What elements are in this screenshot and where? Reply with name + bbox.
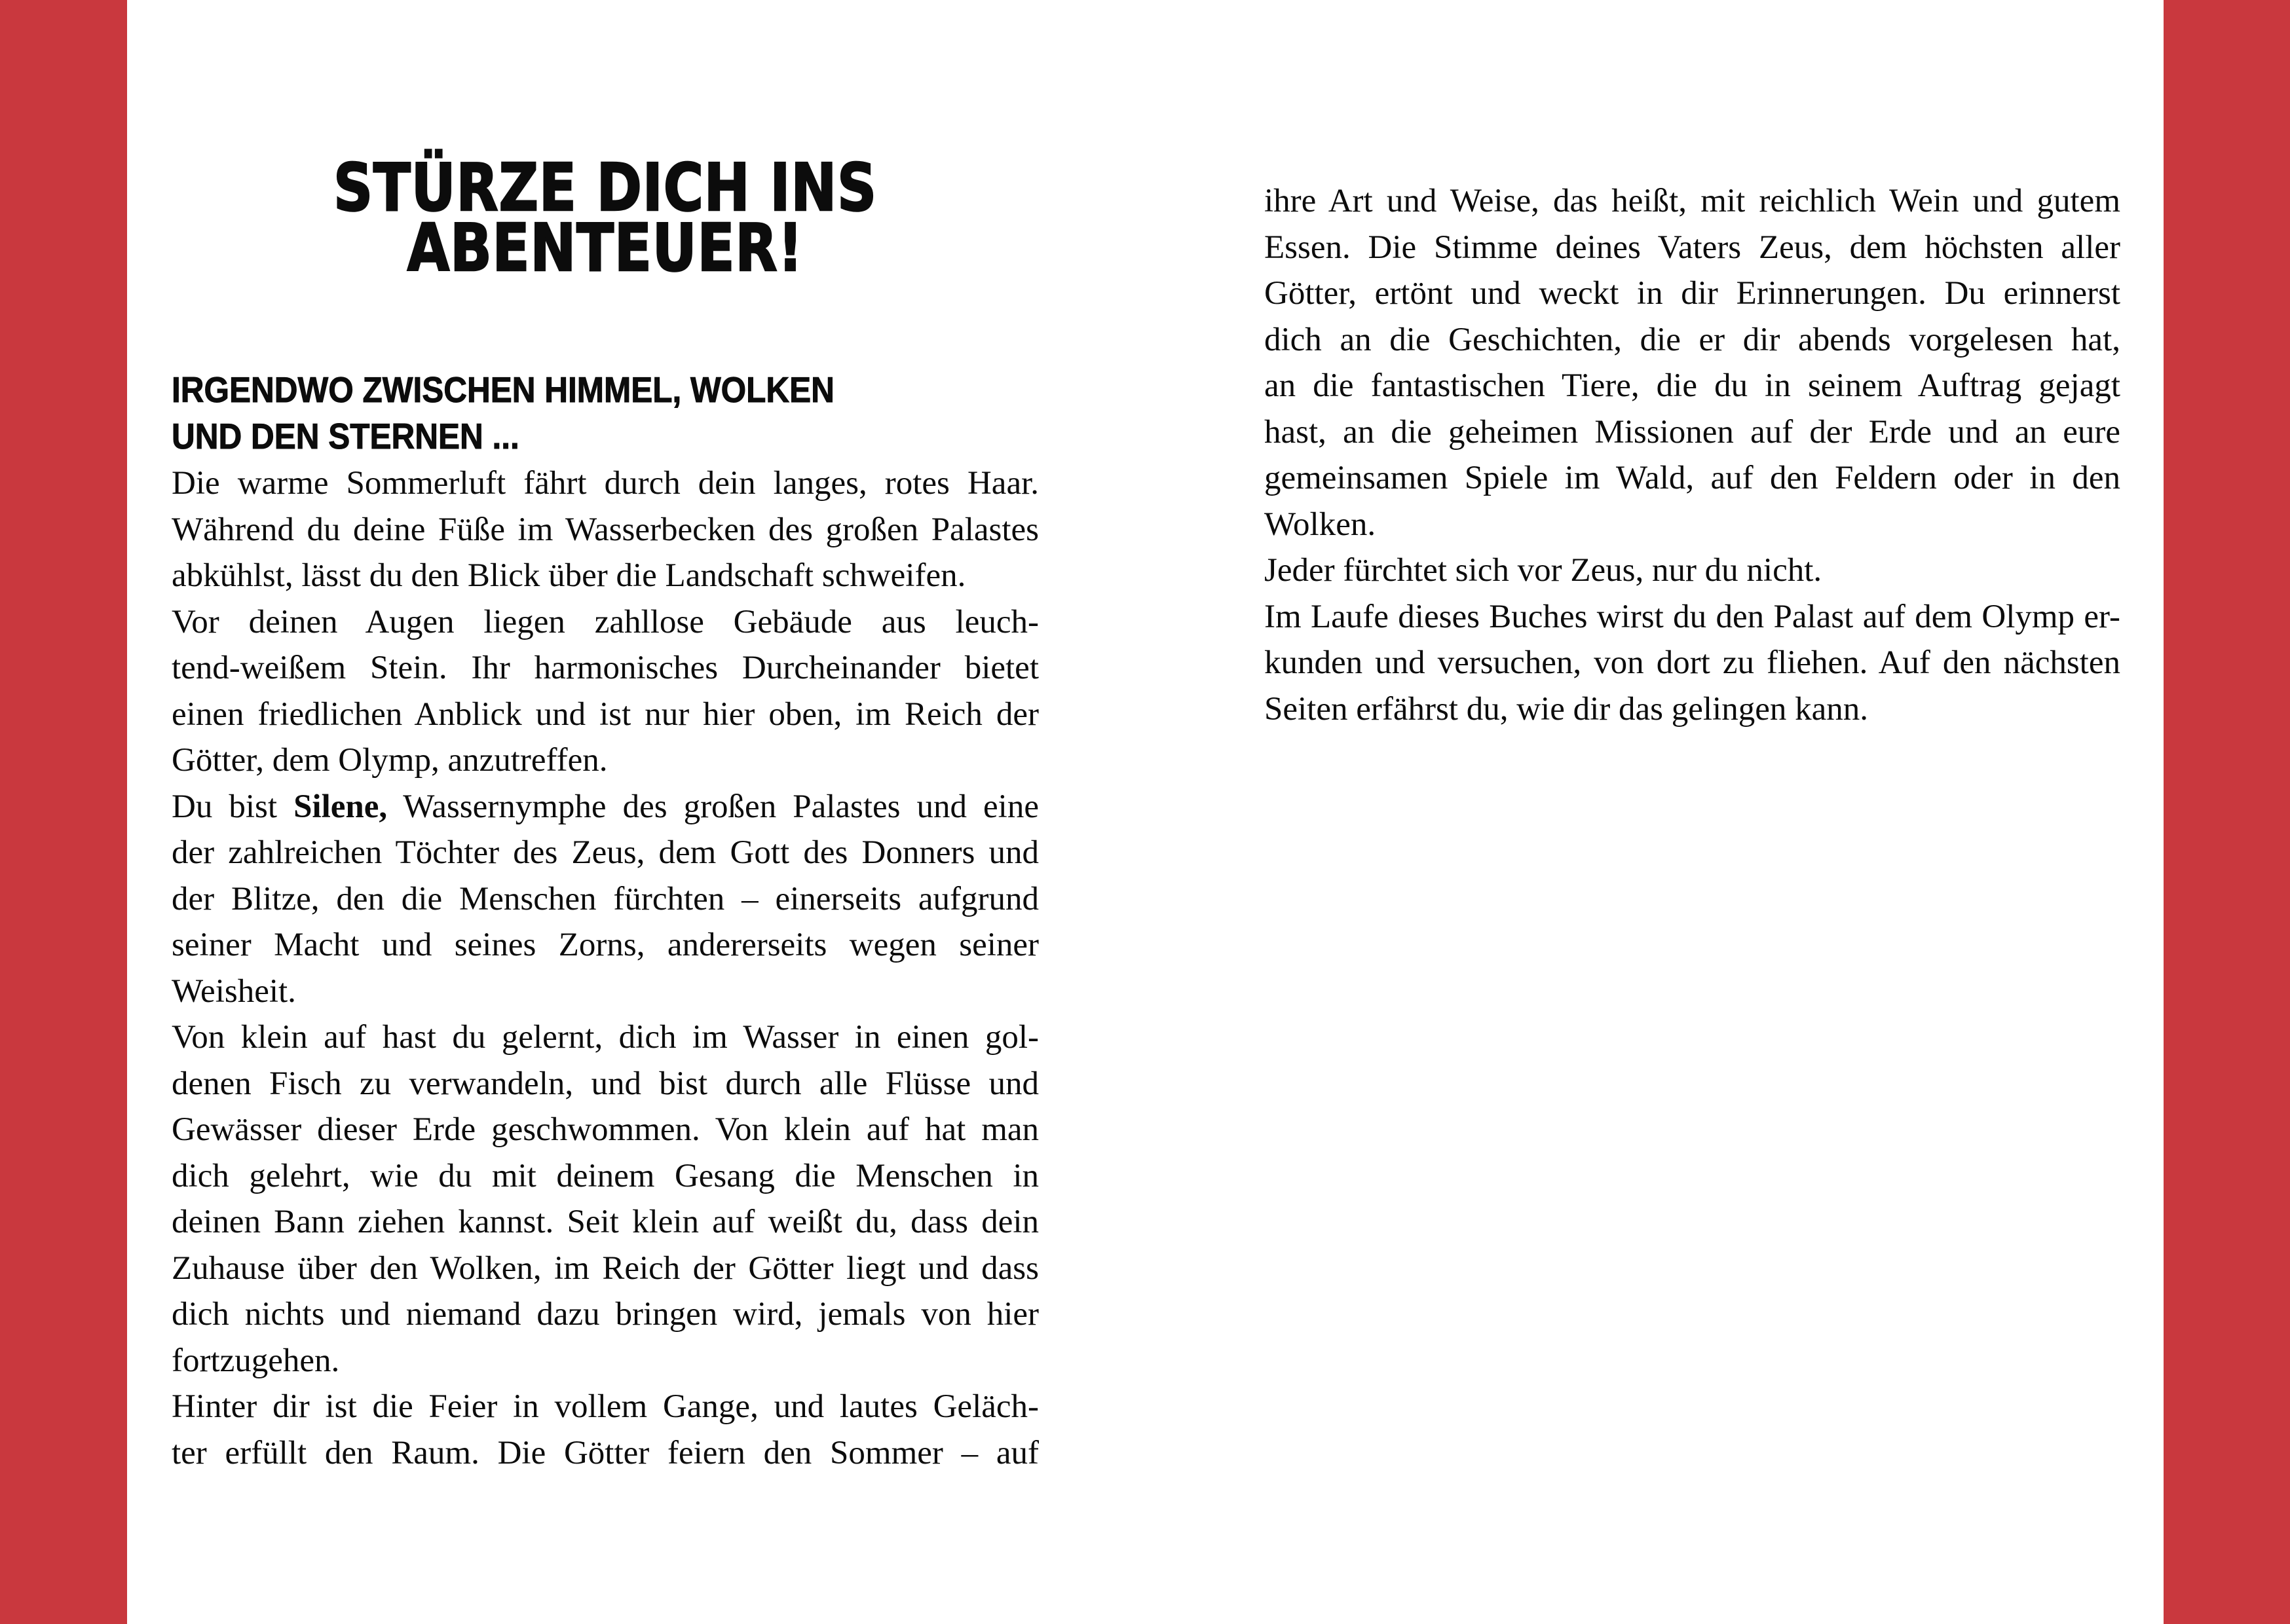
text-segment: dich nichts und niemand dazu bringen wird, jemals von hier [172,1296,1039,1333]
text-line [172,1246,1039,1292]
text-segment: Götter, dem Olymp, anzutreffen. [172,742,608,779]
text-segment: Gewässer dieser Erde geschwommen. Von klein auf hat man [172,1111,1039,1148]
text-segment: Wassernymphe des großen Palastes und eine [387,788,1039,825]
text-line [1264,178,2120,225]
text-line [172,460,1039,507]
text-segment: Zuhause über den Wolken, im Reich der Götter liegt und dass [172,1249,1039,1287]
text-segment: Götter, ertönt und weckt in dir Erinnerungen. Du erinnerst [1264,275,2120,312]
text-segment: gemeinsamen Spiele im Wald, auf den Feldern oder in den [1264,460,2120,496]
text-line [172,876,1039,923]
text-line [172,645,1039,692]
text-line [1264,502,2120,548]
text-segment: Jeder fürchtet sich vor Zeus, nur du nicht. [1264,552,1822,589]
chapter-title-line-1: STÜRZE DICH INS [333,149,878,226]
text-segment: tend-weißem Stein. Ihr harmonisches Durcheinander bietet [172,650,1039,686]
text-segment: denen Fisch zu verwandeln, und bist durch alle Flüsse und [172,1065,1039,1102]
character-name-bold: Silene, [293,788,388,825]
right-text-column [1264,0,2120,1624]
text-line [172,507,1039,553]
text-line [172,1384,1039,1430]
text-segment: ihre Art und Weise, das heißt, mit reichlich Wein und gutem [1264,183,2120,219]
right-body-text [1264,178,2120,732]
text-segment: der Blitze, den die Menschen fürchten – einerseits aufgrund [172,880,1039,917]
text-line [172,1291,1039,1338]
text-segment: kunden und versuchen, von dort zu fliehen. Auf den nächsten [1264,644,2120,681]
text-line [172,553,1039,599]
chapter-title [243,149,967,286]
section-subheading [172,367,835,459]
text-segment: Essen. Die Stimme deines Vaters Zeus, dem höchsten aller [1264,229,2120,266]
text-line [1264,686,2120,733]
text-line [1264,640,2120,686]
text-line [1264,317,2120,363]
text-segment: hast, an die geheimen Missionen auf der Erde und an eure [1264,413,2120,451]
text-segment: Wolken. [1264,506,1376,543]
text-segment: dich an die Geschichten, die er dir abends vorgelesen hat, [1264,321,2120,358]
text-segment: Während du deine Füße im Wasserbecken des großen Palastes [172,511,1039,548]
text-line [172,1153,1039,1200]
text-line [1264,225,2120,271]
text-segment: einen friedlichen Anblick und ist nur hier oben, im Reich der [172,695,1039,733]
text-segment: Vor deinen Augen liegen zahllose Gebäude aus leuch- [172,603,1039,640]
text-line [172,1014,1039,1061]
left-text-column [172,0,1039,1624]
left-body-text [172,460,1039,1476]
chapter-title-line-2: ABENTEUER! [407,210,804,286]
text-segment: Von klein auf hast du gelernt, dich im Wasser in einen gol- [172,1019,1039,1056]
text-line [172,784,1039,830]
text-segment: dich gelehrt, wie du mit deinem Gesang die Menschen in [172,1157,1039,1194]
text-segment: Seiten erfährst du, wie dir das gelingen kann. [1264,690,1868,728]
section-subheading-line-2: UND DEN STERNEN ... [172,415,519,456]
text-line [172,692,1039,738]
text-segment: Du bist [172,788,294,825]
text-segment: Hinter dir ist die Feier in vollem Gange, und lautes Geläch- [172,1388,1039,1425]
text-segment: Im Laufe dieses Buches wirst du den Palast auf dem Olymp er- [1264,598,2120,635]
text-segment: der zahlreichen Töchter des Zeus, dem Gott des Donners und [172,834,1039,871]
text-line [172,1199,1039,1246]
text-line [1264,547,2120,594]
right-page-edge-bar [2164,0,2290,1624]
text-segment: Weisheit. [172,972,296,1010]
text-segment: seiner Macht und seines Zorns, andererseits wegen seiner [172,927,1039,963]
text-segment: an die fantastischen Tiere, die du in seinem Auftrag gejagt [1264,367,2120,404]
text-line [1264,455,2120,502]
text-line [172,830,1039,876]
text-segment: ter erfüllt den Raum. Die Götter feiern den Sommer – auf [172,1434,1039,1471]
left-page-edge-bar [0,0,127,1624]
text-line [1264,594,2120,640]
text-segment: fortzugehen. [172,1342,340,1379]
text-line [1264,363,2120,409]
section-subheading-line-1: IRGENDWO ZWISCHEN HIMMEL, WOLKEN [172,369,835,410]
text-line [172,599,1039,646]
text-line [172,1061,1039,1107]
text-line [1264,409,2120,456]
text-segment: abkühlst, lässt du den Blick über die Landschaft schweifen. [172,557,966,594]
text-line [172,969,1039,1015]
text-line [1264,270,2120,317]
text-line [172,1338,1039,1384]
text-line [172,1430,1039,1477]
text-segment: deinen Bann ziehen kannst. Seit klein auf weißt du, dass dein [172,1204,1039,1240]
text-line [172,1107,1039,1153]
text-segment: Die warme Sommerluft fährt durch dein langes, rotes Haar. [172,465,1039,502]
text-line [172,737,1039,784]
text-line [172,922,1039,969]
